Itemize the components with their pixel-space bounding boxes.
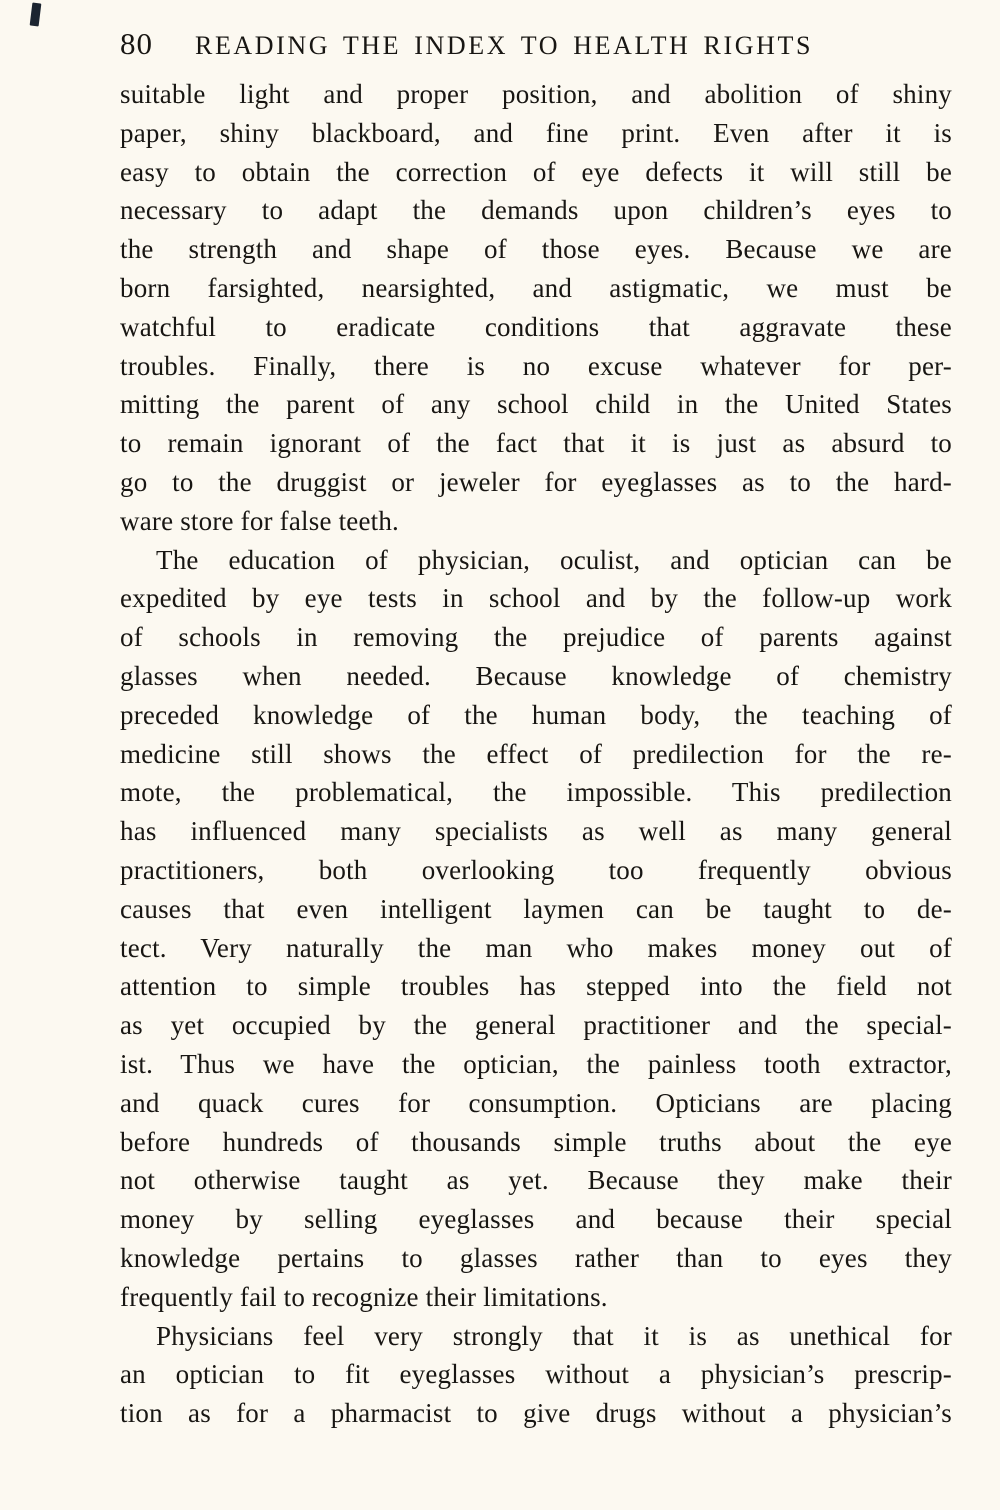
text-line: The education of physician, oculist, and optician can be bbox=[156, 544, 952, 575]
page-body bbox=[0, 62, 1000, 1433]
text-line: born farsighted, nearsighted, and astigmatic, we must be bbox=[120, 272, 952, 303]
text-line: not otherwise taught as yet. Because they make their bbox=[120, 1165, 952, 1196]
text-line: go to the druggist or jeweler for eyeglasses as to the hard- bbox=[120, 466, 952, 497]
text-line: mote, the problematical, the impossible. This predilection bbox=[120, 777, 952, 808]
text-line: frequently fail to recognize their limitations. bbox=[120, 1281, 608, 1312]
paragraph bbox=[120, 75, 952, 541]
page-number: 80 bbox=[120, 26, 153, 61]
text-line: money by selling eyeglasses and because their special bbox=[120, 1204, 952, 1235]
text-line: has influenced many specialists as well as many general bbox=[120, 816, 952, 847]
text-line: ware store for false teeth. bbox=[120, 505, 400, 536]
text-line: Physicians feel very strongly that it is as unethical for bbox=[156, 1320, 952, 1351]
text-line: expedited by eye tests in school and by the follow-up work bbox=[120, 583, 952, 614]
text-line: practitioners, both overlooking too frequently obvious bbox=[120, 854, 952, 885]
text-line: tion as for a pharmacist to give drugs without a physician’s bbox=[120, 1398, 952, 1429]
text-line: watchful to eradicate conditions that aggravate these bbox=[120, 311, 952, 342]
text-line: of schools in removing the prejudice of parents against bbox=[120, 622, 952, 653]
text-line: necessary to adapt the demands upon children’s eyes to bbox=[120, 195, 952, 226]
text-line: suitable light and proper position, and abolition of shiny bbox=[120, 79, 952, 109]
paragraph bbox=[120, 1317, 952, 1433]
text-line: mitting the parent of any school child in the United States bbox=[120, 389, 952, 420]
text-line: troubles. Finally, there is no excuse whatever for per- bbox=[120, 350, 952, 381]
text-line: medicine still shows the effect of predilection for the re- bbox=[120, 738, 952, 769]
page-header bbox=[0, 0, 1000, 62]
text-line: glasses when needed. Because knowledge of chemistry bbox=[120, 660, 952, 691]
text-line: as yet occupied by the general practitioner and the special- bbox=[120, 1010, 952, 1041]
text-line: attention to simple troubles has stepped into the field not bbox=[120, 971, 952, 1002]
text-line: tect. Very naturally the man who makes money out of bbox=[120, 932, 952, 963]
text-line: easy to obtain the correction of eye defects it will still be bbox=[120, 156, 952, 187]
text-line: and quack cures for consumption. Opticians are placing bbox=[120, 1087, 952, 1118]
text-line: an optician to fit eyeglasses without a physician’s prescrip- bbox=[120, 1359, 952, 1390]
paragraph bbox=[120, 541, 952, 1317]
text-line: before hundreds of thousands simple truths about the eye bbox=[120, 1126, 952, 1157]
running-head: READING THE INDEX TO HEALTH RIGHTS bbox=[195, 31, 814, 60]
text-line: paper, shiny blackboard, and fine print. Even after it is bbox=[120, 117, 952, 148]
text-line: ist. Thus we have the optician, the painless tooth extractor, bbox=[120, 1048, 952, 1079]
text-line: preceded knowledge of the human body, the teaching of bbox=[120, 699, 952, 730]
text-line: the strength and shape of those eyes. Because we are bbox=[120, 234, 952, 265]
text-line: to remain ignorant of the fact that it is just as absurd to bbox=[120, 428, 952, 459]
text-line: knowledge pertains to glasses rather than to eyes they bbox=[120, 1242, 952, 1273]
text-line: causes that even intelligent laymen can be taught to de- bbox=[120, 893, 952, 924]
